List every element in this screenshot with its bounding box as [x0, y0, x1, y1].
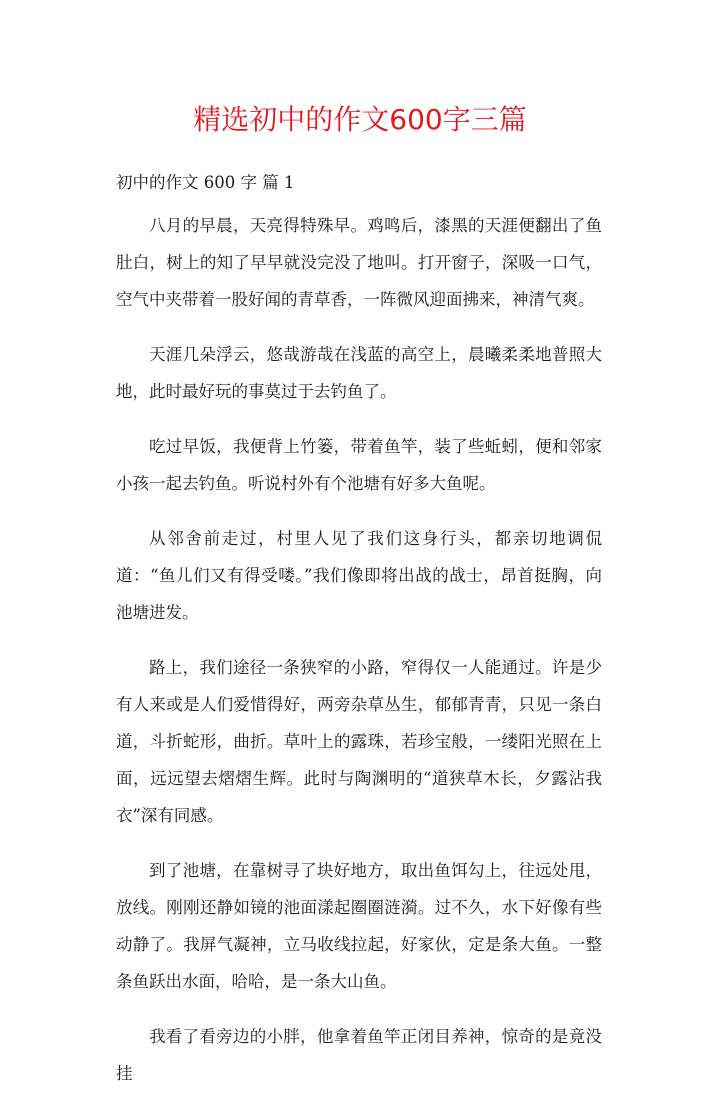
paragraph: 路上，我们途径一条狭窄的小路，窄得仅一人能通过。许是少有人来或是人们爱惜得好，两旁杂草丛生，郁郁青青，只见一条白道，斗折蛇形，曲折。草叶上的露珠，若珍宝般，一缕阳光照在上面，远远望去熠熠生辉。此时与陶渊明的“道狭草木长，夕露沾我衣”深有同感。 [116, 658, 602, 825]
document-title: 精选初中的作文600字三篇 [193, 103, 527, 136]
paragraph: 吃过早饭，我便背上竹篓，带着鱼竿，装了些蚯蚓，便和邻家小孩一起去钓鱼。听说村外有个池塘有好多大鱼呢。 [116, 437, 602, 493]
paragraph: 八月的早晨，天亮得特殊早。鸡鸣后，漆黑的天涯便翻出了鱼肚白，树上的知了早早就没完没了地叫。打开窗子，深吸一口气，空气中夹带着一股好闻的青草香，一阵微风迎面拂来，神清气爽。 [116, 216, 602, 309]
section-heading: 初中的作文 600 字 篇 1 [116, 173, 295, 192]
paragraph: 从邻舍前走过，村里人见了我们这身行头，都亲切地调侃道：“鱼儿们又有得受喽。”我们像即将出战的战士，昂首挺胸，向池塘进发。 [116, 529, 602, 622]
paragraph: 我看了看旁边的小胖，他拿着鱼竿正闭目养神，惊奇的是竟没挂 [116, 1027, 602, 1083]
paragraph: 到了池塘，在靠树寻了块好地方，取出鱼饵勾上，往远处甩，放线。刚刚还静如镜的池面漾起圈圈涟漪。过不久，水下好像有些动静了。我屏气凝神，立马收线拉起，好家伙，定是条大鱼。一整条鱼跃出水面，哈哈，是一条大山鱼。 [116, 861, 602, 991]
paragraph: 天涯几朵浮云，悠哉游哉在浅蓝的高空上，晨曦柔柔地普照大地，此时最好玩的事莫过于去钓鱼了。 [116, 345, 602, 401]
article-body [116, 207, 602, 1110]
